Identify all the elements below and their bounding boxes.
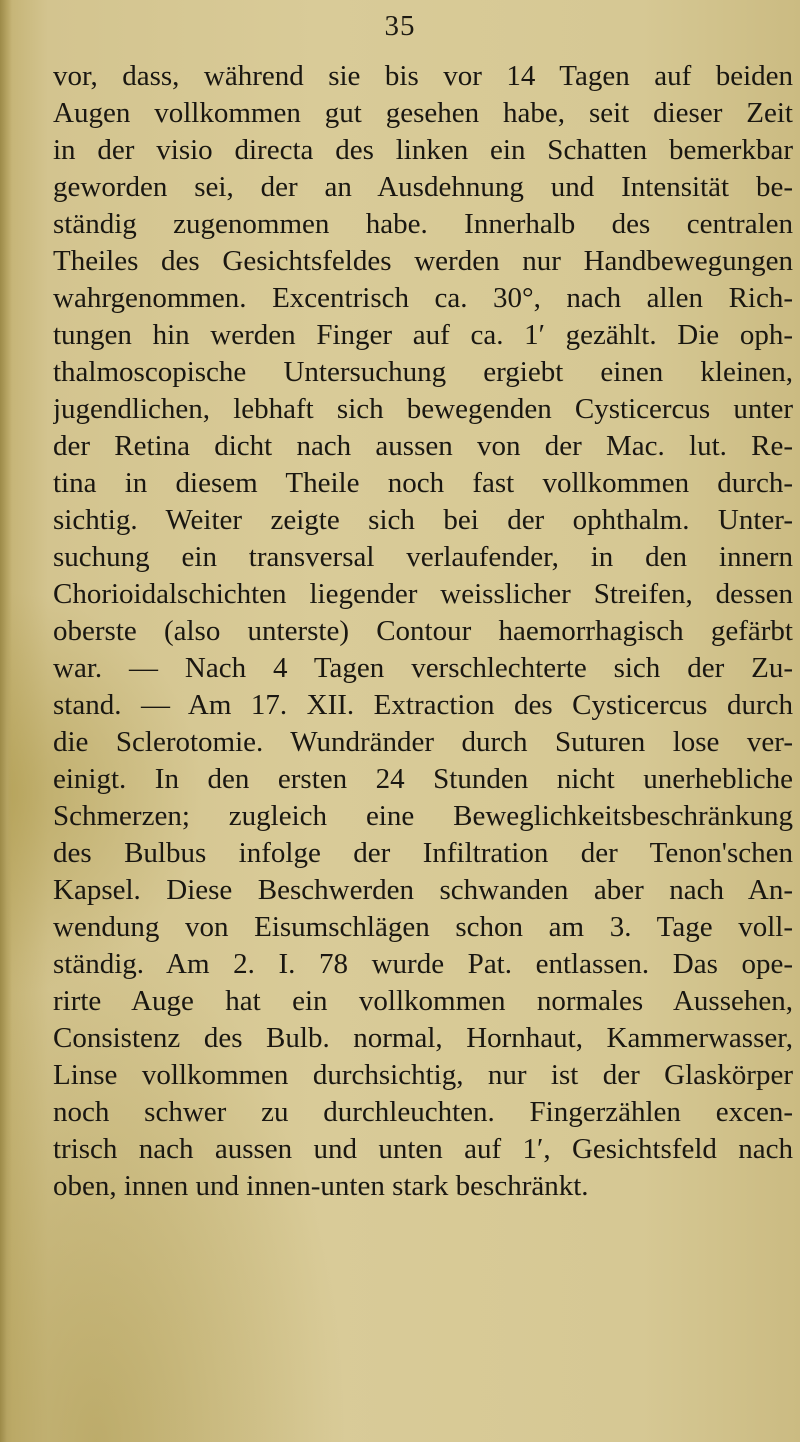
text-line: Linse vollkommen durchsichtig, nur ist der Glaskörper [53, 1059, 793, 1091]
text-line: ständig zugenommen habe. Innerhalb des centralen [53, 208, 793, 240]
page-fold-shadow [0, 0, 12, 1442]
text-line: Consistenz des Bulb. normal, Hornhaut, Kammerwasser, [53, 1022, 793, 1054]
text-line: vor, dass, während sie bis vor 14 Tagen auf beiden [53, 60, 793, 92]
text-line: sichtig. Weiter zeigte sich bei der ophthalm. Unter- [53, 504, 793, 536]
text-line: des Bulbus infolge der Infiltration der Tenon'schen [53, 837, 793, 869]
text-line-last: oben, innen und innen-unten stark beschränkt. [53, 1170, 589, 1202]
body-text [53, 58, 793, 1205]
page-number: 35 [384, 10, 416, 42]
text-line: stand. — Am 17. XII. Extraction des Cysticercus durch [53, 689, 793, 721]
text-line: jugendlichen, lebhaft sich bewegenden Cysticercus unter [53, 393, 793, 425]
text-line: tina in diesem Theile noch fast vollkommen durch- [53, 467, 793, 499]
text-line: wendung von Eisumschlägen schon am 3. Tage voll- [53, 911, 793, 943]
text-line: Augen vollkommen gut gesehen habe, seit dieser Zeit [53, 97, 793, 129]
text-line: Chorioidalschichten liegender weisslicher Streifen, dessen [53, 578, 793, 610]
text-line: suchung ein transversal verlaufender, in den innern [53, 541, 793, 573]
text-line: in der visio directa des linken ein Schatten bemerkbar [53, 134, 793, 166]
text-line: Kapsel. Diese Beschwerden schwanden aber nach An- [53, 874, 793, 906]
text-line: thalmoscopische Untersuchung ergiebt einen kleinen, [53, 356, 793, 388]
text-line: war. — Nach 4 Tagen verschlechterte sich der Zu- [53, 652, 793, 684]
text-line: der Retina dicht nach aussen von der Mac. lut. Re- [53, 430, 793, 462]
text-line: Theiles des Gesichtsfeldes werden nur Handbewegungen [53, 245, 793, 277]
text-line: Schmerzen; zugleich eine Beweglichkeitsbeschränkung [53, 800, 793, 832]
text-line: tungen hin werden Finger auf ca. 1′ gezählt. Die oph- [53, 319, 793, 351]
text-line: geworden sei, der an Ausdehnung und Intensität be- [53, 171, 793, 203]
text-line: einigt. In den ersten 24 Stunden nicht unerhebliche [53, 763, 793, 795]
text-line: ständig. Am 2. I. 78 wurde Pat. entlassen. Das ope- [53, 948, 793, 980]
text-line: oberste (also unterste) Contour haemorrhagisch gefärbt [53, 615, 793, 647]
text-line: trisch nach aussen und unten auf 1′, Gesichtsfeld nach [53, 1133, 793, 1165]
text-line: noch schwer zu durchleuchten. Fingerzählen excen- [53, 1096, 793, 1128]
text-line: wahrgenommen. Excentrisch ca. 30°, nach allen Rich- [53, 282, 793, 314]
text-line: rirte Auge hat ein vollkommen normales Aussehen, [53, 985, 793, 1017]
text-line: die Sclerotomie. Wundränder durch Suturen lose ver- [53, 726, 793, 758]
